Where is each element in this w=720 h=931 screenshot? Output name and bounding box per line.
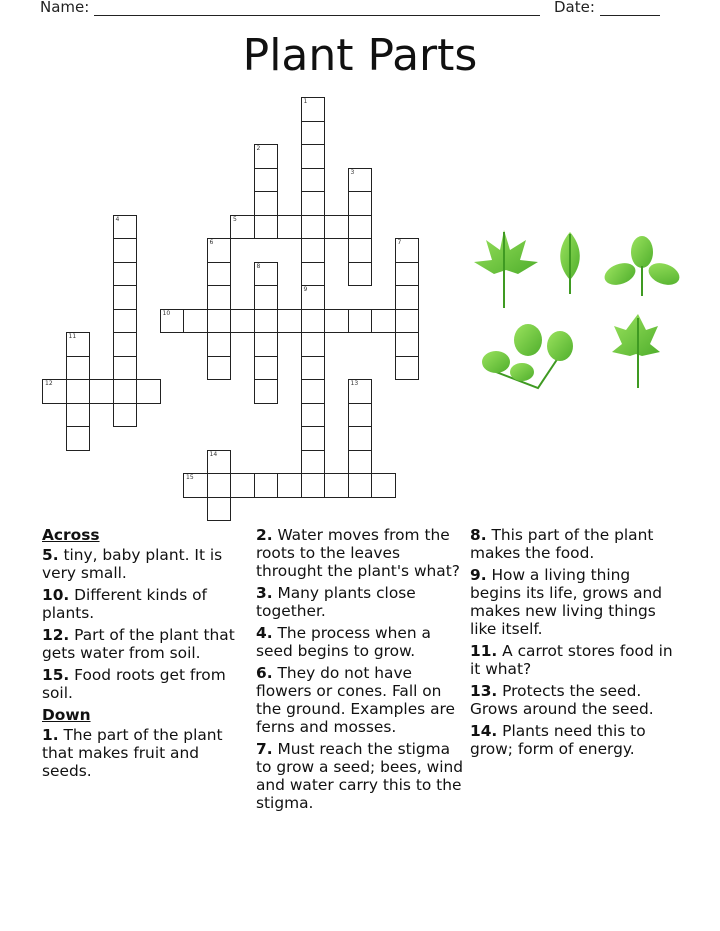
clue-text: tiny, baby plant. It is very small. [42,546,223,582]
grid-cell[interactable] [301,285,326,310]
grid-cell[interactable] [301,238,326,263]
grid-cell[interactable] [254,168,279,193]
clue-text: A carrot stores food in it what? [470,642,673,678]
leaf-illustrations [466,222,686,402]
clue-item [470,526,686,562]
grid-cell[interactable] [66,332,91,357]
clue-item [42,626,247,662]
grid-cell[interactable] [207,473,232,498]
grid-number: 8 [256,262,261,270]
grid-cell[interactable] [395,356,420,381]
grid-cell[interactable] [301,215,326,240]
leaf-icon [474,230,538,308]
grid-cell[interactable] [301,332,326,357]
clue-number: 3. [256,584,273,602]
grid-number: 12 [45,380,53,387]
grid-cell[interactable] [277,215,302,240]
grid-cell[interactable] [301,309,326,334]
grid-cell[interactable] [348,426,373,451]
clue-number: 11. [470,642,498,660]
grid-cell[interactable] [301,450,326,475]
grid-cell[interactable] [348,191,373,216]
clue-number: 7. [256,740,273,758]
grid-cell[interactable] [230,473,255,498]
clue-text: Many plants close together. [256,584,416,620]
clue-text: They do not have flowers or cones. Fall on the ground. Examples are ferns and mosses. [256,664,455,736]
down-list [470,526,686,758]
grid-cell[interactable] [348,168,373,193]
clue-item [42,586,247,622]
grid-cell[interactable] [395,332,420,357]
down-heading: Down [42,706,91,724]
grid-cell[interactable] [230,215,255,240]
grid-cell[interactable] [207,356,232,381]
grid-cell[interactable] [207,450,232,475]
grid-number: 15 [186,474,194,481]
grid-cell[interactable] [371,309,396,334]
grid-cell[interactable] [183,473,208,498]
clue-number: 13. [470,682,498,700]
grid-number: 9 [303,286,308,293]
grid-cell[interactable] [348,215,373,240]
grid-cell[interactable] [66,426,91,451]
grid-cell[interactable] [230,309,255,334]
clue-text: Different kinds of plants. [42,586,207,622]
clue-number: 9. [470,566,487,584]
grid-number: 10 [162,309,171,317]
clue-text: Water moves from the roots to the leaves throught the plant's what? [256,526,460,580]
grid-cell[interactable] [395,262,420,287]
grid-number: 3 [350,168,355,176]
grid-cell[interactable] [254,332,279,357]
grid-number: 4 [115,215,120,223]
grid-cell[interactable] [254,285,279,310]
grid-cell[interactable] [207,332,232,357]
grid-cell[interactable] [301,473,326,498]
grid-cell[interactable] [113,403,138,428]
grid-cell[interactable] [348,309,373,334]
grid-cell[interactable] [113,238,138,263]
clue-number: 10. [42,586,70,604]
name-label: Name: [40,0,90,16]
grid-number: 1 [303,98,308,105]
grid-cell[interactable] [66,379,91,404]
grid-cell[interactable] [113,262,138,287]
grid-cell[interactable] [66,403,91,428]
clue-item [256,624,464,660]
grid-cell[interactable] [160,309,185,334]
grid-cell[interactable] [136,379,161,404]
grid-number: 7 [397,239,402,246]
grid-cell[interactable] [113,215,138,240]
leaf-icon [602,236,683,296]
grid-cell[interactable] [301,121,326,146]
grid-cell[interactable] [301,426,326,451]
grid-cell[interactable] [183,309,208,334]
grid-cell[interactable] [254,215,279,240]
grid-cell[interactable] [395,238,420,263]
grid-cell[interactable] [301,262,326,287]
down-list [42,726,247,780]
grid-number: 14 [209,450,218,458]
clues-col-3 [470,526,686,762]
grid-cell[interactable] [277,309,302,334]
grid-cell[interactable] [207,262,232,287]
clue-number: 14. [470,722,498,740]
grid-cell[interactable] [277,473,302,498]
grid-cell[interactable] [348,450,373,475]
clue-number: 15. [42,666,70,684]
across-heading: Across [42,526,100,544]
grid-cell[interactable] [42,379,67,404]
clue-text: The process when a seed begins to grow. [256,624,431,660]
clue-text: Must reach the stigma to grow a seed; bees, wind and water carry this to the stigma. [256,740,464,812]
leaf-icon [482,324,573,388]
clue-text: Plants need this to grow; form of energy. [470,722,646,758]
clue-item [256,584,464,620]
grid-cell[interactable] [254,309,279,334]
clue-item [256,526,464,580]
grid-cell[interactable] [207,238,232,263]
clue-number: 1. [42,726,59,744]
grid-cell[interactable] [254,473,279,498]
clues-col-2 [256,526,464,816]
grid-cell[interactable] [254,356,279,381]
leaf-icon [560,232,580,294]
grid-cell[interactable] [254,379,279,404]
grid-cell[interactable] [207,309,232,334]
grid-cell[interactable] [301,97,326,122]
grid-cell[interactable] [348,403,373,428]
grid-cell[interactable] [254,262,279,287]
grid-cell[interactable] [301,144,326,169]
grid-cell[interactable] [301,379,326,404]
clues-col-1 [42,526,247,784]
clue-number: 8. [470,526,487,544]
clue-item [470,642,686,678]
page-title: Plant Parts [242,30,478,81]
grid-cell[interactable] [301,403,326,428]
clue-text: The part of the plant that makes fruit and seeds. [42,726,223,780]
grid-cell[interactable] [324,473,349,498]
clue-text: This part of the plant makes the food. [470,526,654,562]
grid-cell[interactable] [348,379,373,404]
date-label: Date: [554,0,595,16]
grid-cell[interactable] [89,379,114,404]
grid-number: 2 [256,145,261,152]
grid-cell[interactable] [207,497,232,522]
grid-cell[interactable] [113,285,138,310]
leaf-icon [612,314,660,388]
grid-cell[interactable] [301,168,326,193]
grid-cell[interactable] [113,332,138,357]
grid-cell[interactable] [113,379,138,404]
clue-text: How a living thing begins its life, grows and makes new living things like itself. [470,566,663,638]
clue-number: 2. [256,526,273,544]
clue-item [470,722,686,758]
clue-item [470,566,686,638]
clue-text: Food roots get from soil. [42,666,226,702]
clue-number: 12. [42,626,70,644]
grid-cell[interactable] [113,356,138,381]
clue-item [256,664,464,736]
grid-cell[interactable] [348,262,373,287]
clue-item [256,740,464,812]
grid-cell[interactable] [254,191,279,216]
across-list [42,546,247,702]
grid-cell[interactable] [254,144,279,169]
grid-cell[interactable] [395,285,420,310]
clue-item [42,666,247,702]
grid-cell[interactable] [348,238,373,263]
grid-cell[interactable] [207,285,232,310]
down-list [256,526,464,812]
grid-cell[interactable] [348,473,373,498]
clue-text: Part of the plant that gets water from soil. [42,626,235,662]
clue-item [470,682,686,718]
grid-number: 11 [68,333,77,340]
grid-cell[interactable] [371,473,396,498]
grid-number: 5 [233,215,237,223]
grid-number: 13 [350,380,359,387]
clue-number: 5. [42,546,59,564]
clue-number: 6. [256,664,273,682]
grid-cell[interactable] [301,191,326,216]
grid-cell[interactable] [301,356,326,381]
clue-item [42,726,247,780]
clue-item [42,546,247,582]
grid-cell[interactable] [324,215,349,240]
clue-text: Protects the seed. Grows around the seed. [470,682,654,718]
grid-cell[interactable] [395,309,420,334]
grid-number: 6 [209,239,214,246]
grid-cell[interactable] [113,309,138,334]
grid-cell[interactable] [324,309,349,334]
grid-cell[interactable] [66,356,91,381]
clue-number: 4. [256,624,273,642]
